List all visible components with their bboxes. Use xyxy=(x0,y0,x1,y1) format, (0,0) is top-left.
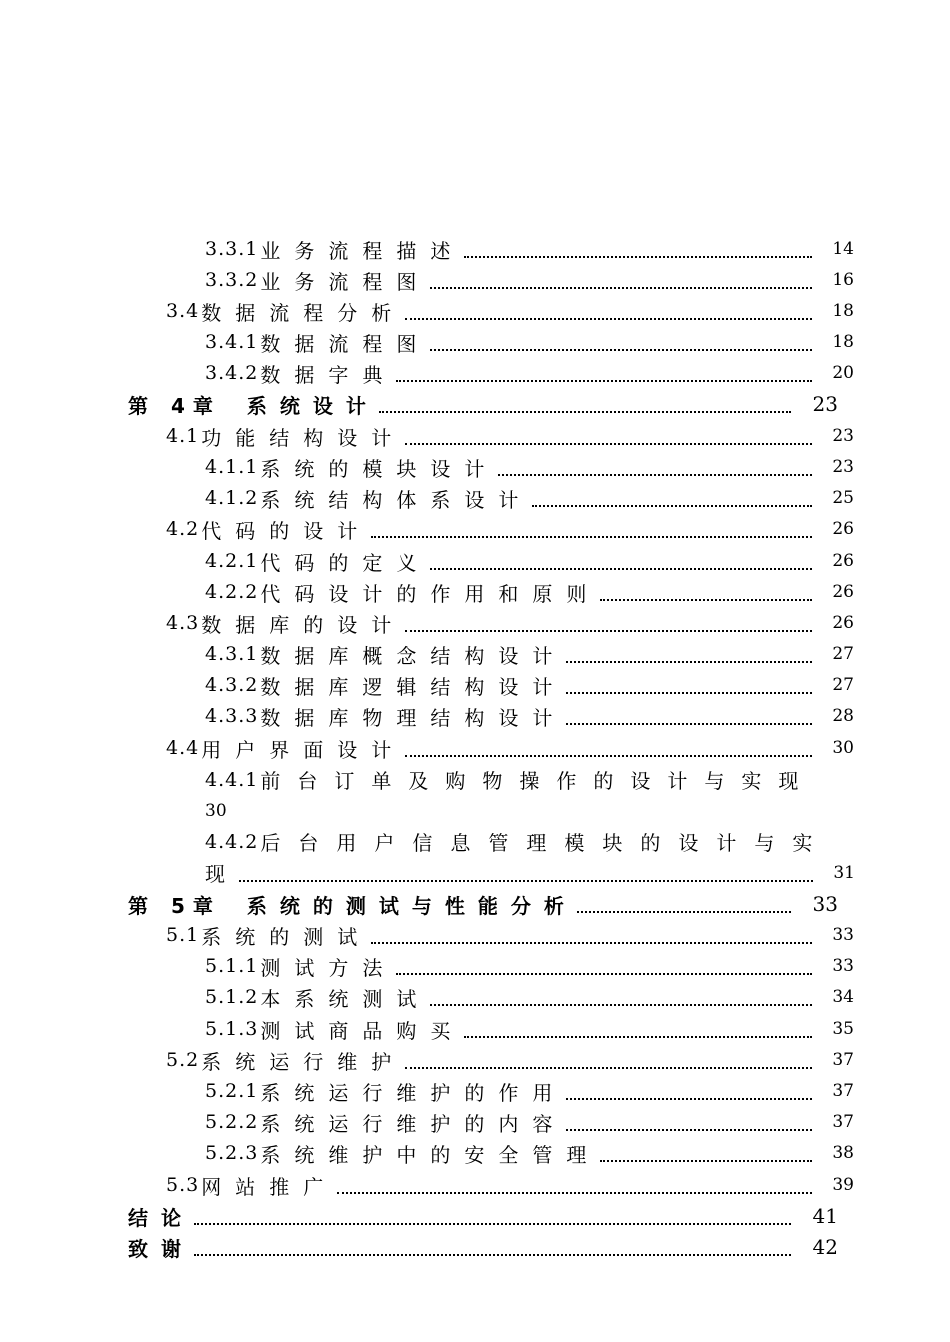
dot-leader xyxy=(194,1223,791,1225)
toc-number: 5.2.1 xyxy=(205,1080,259,1102)
toc-title: 代码的定义 xyxy=(260,550,431,575)
toc-page: 37 xyxy=(832,1112,854,1132)
chapter-number: 第 5章 xyxy=(128,893,221,918)
toc-title: 数据库逻辑结构设计 xyxy=(260,674,567,699)
toc-page: 26 xyxy=(832,519,854,539)
toc-entry-4-1[interactable] xyxy=(166,421,854,451)
toc-entry-4-2[interactable] xyxy=(166,514,854,544)
toc-number: 5.1 xyxy=(166,924,200,946)
toc-number: 3.3.1 xyxy=(205,238,259,260)
dot-leader xyxy=(405,630,812,632)
dot-leader xyxy=(371,536,812,538)
dot-leader xyxy=(600,599,812,601)
toc-entry-3-3-2[interactable] xyxy=(205,265,854,295)
toc-number: 4.4 xyxy=(166,737,200,759)
toc-page: 27 xyxy=(832,644,854,664)
toc-entry-5-1-2[interactable] xyxy=(205,982,854,1012)
toc-title: 功能结构设计 xyxy=(201,425,406,450)
toc-number: 3.3.2 xyxy=(205,269,259,291)
dot-leader xyxy=(371,942,812,944)
toc-number: 4.2 xyxy=(166,518,200,540)
toc-chapter-4[interactable] xyxy=(128,389,838,419)
toc-title: 数据流程分析 xyxy=(201,300,406,325)
toc-entry-4-2-2[interactable] xyxy=(205,577,854,607)
toc-title: 系统的测试 xyxy=(201,924,372,949)
toc-entry-4-3-2[interactable] xyxy=(205,670,854,700)
toc-number: 5.1.3 xyxy=(205,1018,259,1040)
toc-title: 业务流程描述 xyxy=(260,238,465,263)
toc-title: 用户界面设计 xyxy=(201,737,406,762)
toc-number: 5.1.2 xyxy=(205,986,259,1008)
toc-entry-4-3-1[interactable] xyxy=(205,639,854,669)
dot-leader xyxy=(405,443,812,445)
toc-page: 20 xyxy=(832,363,854,383)
toc-entry-5-2-3[interactable] xyxy=(205,1138,854,1168)
dot-leader xyxy=(239,880,813,882)
toc-page: 25 xyxy=(832,488,854,508)
toc-number: 4.2.2 xyxy=(205,581,259,603)
toc-page: 33 xyxy=(812,892,838,916)
toc-title: 业务流程图 xyxy=(260,269,431,294)
toc-page: 28 xyxy=(832,706,854,726)
toc-title: 系统维护中的安全管理 xyxy=(260,1142,601,1167)
dot-leader xyxy=(600,1160,812,1162)
toc-title: 系统结构体系设计 xyxy=(260,487,533,512)
toc-page: 31 xyxy=(833,862,855,883)
chapter-number: 第 4章 xyxy=(128,393,221,418)
dot-leader xyxy=(396,380,812,382)
dot-leader xyxy=(396,973,812,975)
dot-leader xyxy=(430,1004,812,1006)
dot-leader xyxy=(405,318,812,320)
toc-number: 3.4.1 xyxy=(205,331,259,353)
toc-title: 代码的设计 xyxy=(201,518,372,543)
toc-conclusion[interactable] xyxy=(128,1201,838,1231)
toc-entry-3-3-1[interactable] xyxy=(205,234,854,264)
toc-entry-4-1-1[interactable] xyxy=(205,452,854,482)
toc-number: 4.3.1 xyxy=(205,643,259,665)
toc-entry-5-2-2[interactable] xyxy=(205,1107,854,1137)
toc-entry-5-2-1[interactable] xyxy=(205,1076,854,1106)
acknowledgements-title: 致谢 xyxy=(128,1236,194,1261)
dot-leader xyxy=(566,661,812,663)
toc-number: 5.3 xyxy=(166,1174,200,1196)
toc-page: 37 xyxy=(832,1081,854,1101)
toc-chapter-5[interactable] xyxy=(128,889,838,919)
dot-leader xyxy=(430,568,812,570)
toc-title: 本系统测试 xyxy=(260,986,431,1011)
toc-entry-3-4-2[interactable] xyxy=(205,358,854,388)
toc-entry-4-4-1[interactable] xyxy=(205,764,855,826)
dot-leader xyxy=(566,1098,812,1100)
toc-entry-4-3-3[interactable] xyxy=(205,701,854,731)
toc-entry-3-4[interactable] xyxy=(166,296,854,326)
toc-number: 5.2.2 xyxy=(205,1111,259,1133)
dot-leader xyxy=(405,1067,812,1069)
dot-leader xyxy=(430,287,812,289)
toc-title-continuation: 现 xyxy=(205,862,239,886)
dot-leader xyxy=(498,474,812,476)
toc-number: 5.2.3 xyxy=(205,1142,259,1164)
conclusion-title: 结论 xyxy=(128,1205,194,1230)
toc-title: 系统的模块设计 xyxy=(260,456,499,481)
dot-leader xyxy=(566,723,812,725)
toc-page: 35 xyxy=(832,1019,854,1039)
toc-entry-5-1-3[interactable] xyxy=(205,1014,854,1044)
toc-title: 系统运行维护 xyxy=(201,1049,406,1074)
toc-page: 27 xyxy=(832,675,854,695)
toc-number: 5.2 xyxy=(166,1049,200,1071)
dot-leader xyxy=(566,1129,812,1131)
toc-title: 网站推广 xyxy=(201,1174,338,1199)
toc-number: 3.4 xyxy=(166,300,200,322)
toc-entry-4-2-1[interactable] xyxy=(205,546,854,576)
toc-page: 41 xyxy=(812,1204,838,1228)
toc-page: 33 xyxy=(832,925,854,945)
dot-leader xyxy=(464,1036,812,1038)
toc-page: 33 xyxy=(832,956,854,976)
dot-leader xyxy=(194,1254,791,1256)
toc-title: 系统运行维护的内容 xyxy=(260,1111,567,1136)
toc-page: 39 xyxy=(832,1175,854,1195)
dot-leader xyxy=(577,911,791,913)
dot-leader xyxy=(566,692,812,694)
toc-title: 系统运行维护的作用 xyxy=(260,1080,567,1105)
toc-entry-5-1[interactable] xyxy=(166,920,854,950)
toc-entry-4-4-2[interactable] xyxy=(205,826,855,888)
toc-page: 14 xyxy=(832,239,854,259)
toc-entry-5-2[interactable] xyxy=(166,1045,854,1075)
toc-page: 18 xyxy=(832,301,854,321)
dot-leader xyxy=(379,411,791,413)
toc-page: 37 xyxy=(832,1050,854,1070)
toc-entry-3-4-1[interactable] xyxy=(205,327,854,357)
toc-number: 4.4.2 xyxy=(205,830,259,853)
toc-number: 4.3 xyxy=(166,612,200,634)
toc-title: 前台订单及购物操作的设计与实现 xyxy=(260,769,816,793)
toc-page: 16 xyxy=(832,270,854,290)
toc-title: 数据库概念结构设计 xyxy=(260,643,567,668)
toc-number: 4.4.1 xyxy=(205,768,259,791)
toc-title: 数据字典 xyxy=(260,362,397,387)
toc-page: 23 xyxy=(812,392,838,416)
toc-acknowledgements[interactable] xyxy=(128,1232,838,1262)
toc-number: 4.3.3 xyxy=(205,705,259,727)
toc-page: 30 xyxy=(205,800,227,821)
toc-title: 测试商品购买 xyxy=(260,1018,465,1043)
toc-entry-4-1-2[interactable] xyxy=(205,483,854,513)
toc-entry-5-1-1[interactable] xyxy=(205,951,854,981)
toc-title: 代码设计的作用和原则 xyxy=(260,581,601,606)
toc-title: 后台用户信息管理模块的设计与实 xyxy=(260,831,831,855)
dot-leader xyxy=(464,256,812,258)
toc-title: 数据库的设计 xyxy=(201,612,406,637)
toc-title: 测试方法 xyxy=(260,955,397,980)
dot-leader xyxy=(532,505,812,507)
toc-number: 4.3.2 xyxy=(205,674,259,696)
toc-number: 4.1.2 xyxy=(205,487,259,509)
toc-title: 数据流程图 xyxy=(260,331,431,356)
toc-title: 数据库物理结构设计 xyxy=(260,705,567,730)
chapter-title: 系统设计 xyxy=(246,393,379,418)
dot-leader xyxy=(337,1192,812,1194)
dot-leader xyxy=(405,755,812,757)
toc-number: 4.1 xyxy=(166,425,200,447)
toc-number: 4.2.1 xyxy=(205,550,259,572)
toc-number: 3.4.2 xyxy=(205,362,259,384)
chapter-title: 系统的测试与性能分析 xyxy=(246,893,577,918)
toc-number: 5.1.1 xyxy=(205,955,259,977)
toc-number: 4.1.1 xyxy=(205,456,259,478)
toc-page: 18 xyxy=(832,332,854,352)
toc-entry-4-3[interactable] xyxy=(166,608,854,638)
toc-page: 30 xyxy=(832,738,854,758)
toc-page: 26 xyxy=(832,551,854,571)
toc-entry-4-4[interactable] xyxy=(166,733,854,763)
toc-page: 23 xyxy=(832,457,854,477)
toc-page: 26 xyxy=(832,613,854,633)
toc-page: 23 xyxy=(832,426,854,446)
toc-page: 34 xyxy=(832,987,854,1007)
toc-entry-5-3[interactable] xyxy=(166,1170,854,1200)
toc-page: 26 xyxy=(832,582,854,602)
toc-page: 38 xyxy=(832,1143,854,1163)
dot-leader xyxy=(430,349,812,351)
toc-page: 42 xyxy=(812,1235,838,1259)
